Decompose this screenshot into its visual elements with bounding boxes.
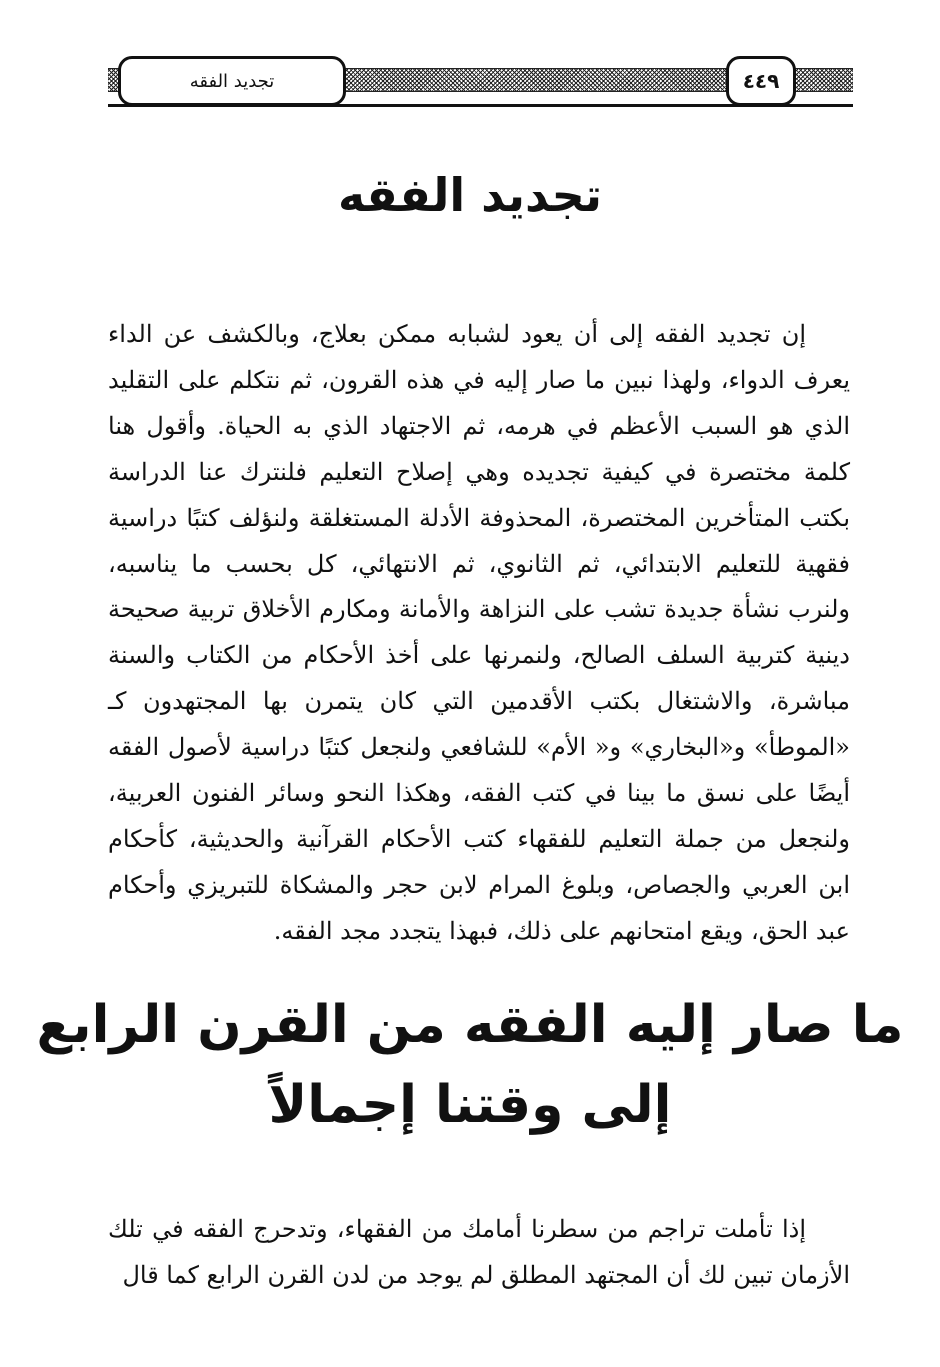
section-1-paragraph: [108, 312, 850, 955]
section-2-text: إذا تأملت تراجم من سطرنا أمامك من الفقهاء، وتدحرج الفقه في تلك الأزمان تبين لك أن المجتهد المطلق لم يوجد من لدن القرن الرابع كما قال: [108, 1215, 850, 1289]
section-title-1: تجديد الفقه: [337, 168, 602, 222]
page-header: [108, 52, 853, 110]
section-1-text: إن تجديد الفقه إلى أن يعود لشبابه ممكن بعلاج، وبالكشف عن الداء يعرف الدواء، ولهذا نبين ما صار إليه في هذه القرون، ثم نتكلم على التقليد الذي هو السبب الأعظم في هرمه، ثم الاجتهاد الذي به الحياة. وأقول هنا كلمة مختصرة في كيفية تجديده وهي إصلاح التعليم فلنترك عنا الدراسة بكتب المتأخرين المختصرة، المحذوفة الأدلة المستغلقة ولنؤلف كتبًا دراسية فقهية للتعليم الابتدائي، ثم الثانوي، ثم الانتهائي، كل بحسب ما يناسبه، ولنرب نشأة جديدة تشب على النزاهة والأمانة ومكارم الأخلاق تربية صحيحة دينية كتربية السلف الصالح، ولنمرنها على أخذ الأحكام من الكتاب والسنة مباشرة، والاشتغال بكتب الأقدمين التي كان يتمرن بها المجتهدون كـ «الموطأ» و«البخاري» و« الأم» للشافعي ولنجعل كتبًا دراسية لأصول الفقه أيضًا على نسق ما بينا في كتب الفقه، وهكذا النحو وسائر الفنون العربية، ولنجعل من جملة التعليم للفقهاء كتب الأحكام القرآنية والحديثية، كأحكام ابن العربي والجصاص، وبلوغ المرام لابن حجر والمشكاة للتبريزي وأحكام عبد الحق، ويقع امتحانهم على ذلك، فبهذا يتجدد مجد الفقه.: [108, 320, 851, 945]
running-title: تجديد الفقه: [118, 56, 346, 106]
page-number: ٤٤٩: [726, 56, 796, 106]
section-title-2: ما صار إليه الفقه من القرن الرابع إلى وقتنا إجمالاً: [36, 995, 904, 1135]
section-2-paragraph: [108, 1207, 850, 1299]
